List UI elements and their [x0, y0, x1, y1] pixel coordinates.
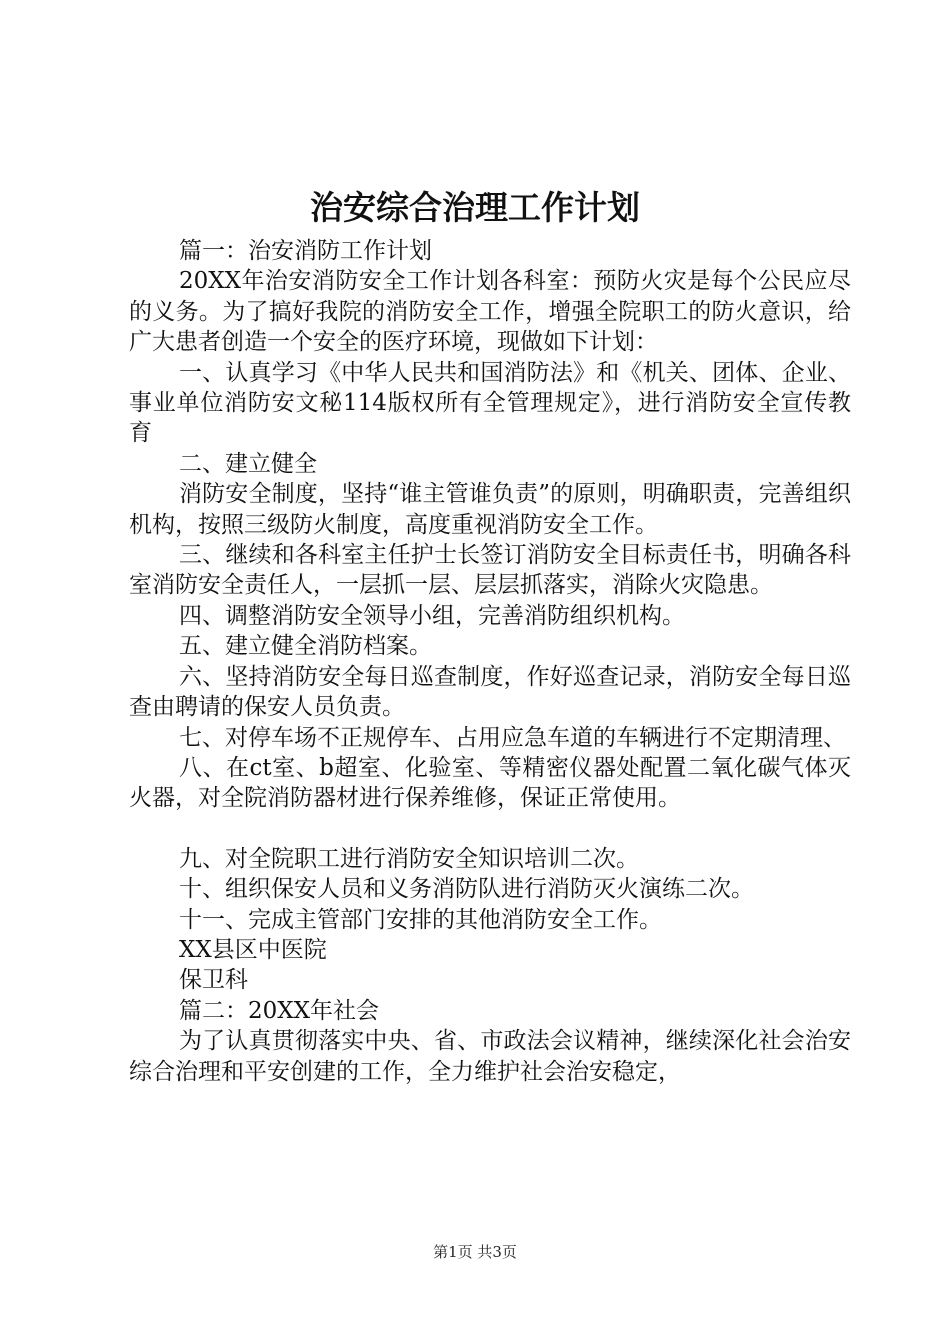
paragraph-item-6: 六、坚持消防安全每日巡查制度，作好巡查记录，消防安全每日巡查由聘请的保安人员负责。	[129, 663, 851, 721]
paragraph-item-2-detail: 消防安全制度，坚持“谁主管谁负责”的原则，明确职责，完善组织机构，按照三级防火制度，高度重视消防安全工作。	[129, 481, 851, 538]
paragraph-item-2: 二、建立健全	[179, 450, 317, 477]
paragraph-item-10: 十、组织保安人员和义务消防队进行消防灭火演练二次。	[179, 876, 754, 903]
paragraph-item-3: 三、继续和各科室主任护士长签订消防安全目标责任书，明确各科室消防安全责任人，一层抓一层、层层抓落实，消除火灾隐患。	[129, 542, 851, 599]
document-title: 治安综合治理工作计划	[310, 188, 640, 227]
paragraph-item-4: 四、调整消防安全领导小组，完善消防组织机构。	[179, 602, 685, 629]
page-number: 第1页 共3页	[433, 1243, 517, 1261]
blank-line	[129, 814, 851, 844]
paragraph-item-5: 五、建立健全消防档案。	[179, 633, 432, 660]
section-heading-1: 篇一：治安消防工作计划	[179, 238, 432, 264]
document-body	[129, 236, 851, 1087]
signature-organization: XX县区中医院	[179, 936, 327, 963]
paragraph-item-1: 一、认真学习《中华人民共和国消防法》和《机关、团体、企业、事业单位消防安文秘114版权所有全管理规定》，进行消防安全宣传教育	[129, 359, 851, 447]
paragraph-item-7: 七、对停车场不正规停车、占用应急车道的车辆进行不定期清理、	[179, 724, 846, 751]
paragraph-item-8: 八、在ct室、b超室、化验室、等精密仪器处配置二氧化碳气体灭火器，对全院消防器材进行保养维修，保证正常使用。	[129, 754, 851, 812]
signature-department: 保卫科	[179, 967, 248, 994]
section-heading-2: 篇二：20XX年社会	[179, 997, 380, 1024]
paragraph-item-9: 九、对全院职工进行消防安全知识培训二次。	[179, 845, 639, 872]
paragraph-intro: 20XX年治安消防安全工作计划各科室：预防火灾是每个公民应尽的义务。为了搞好我院的消防安全工作，增强全院职工的防火意识，给广大患者创造一个安全的医疗环境，现做如下计划：	[129, 268, 851, 356]
paragraph-section-2-intro: 为了认真贯彻落实中央、省、市政法会议精神，继续深化社会治安综合治理和平安创建的工作，全力维护社会治安稳定，	[129, 1028, 851, 1085]
paragraph-item-11: 十一、完成主管部门安排的其他消防安全工作。	[179, 906, 662, 933]
